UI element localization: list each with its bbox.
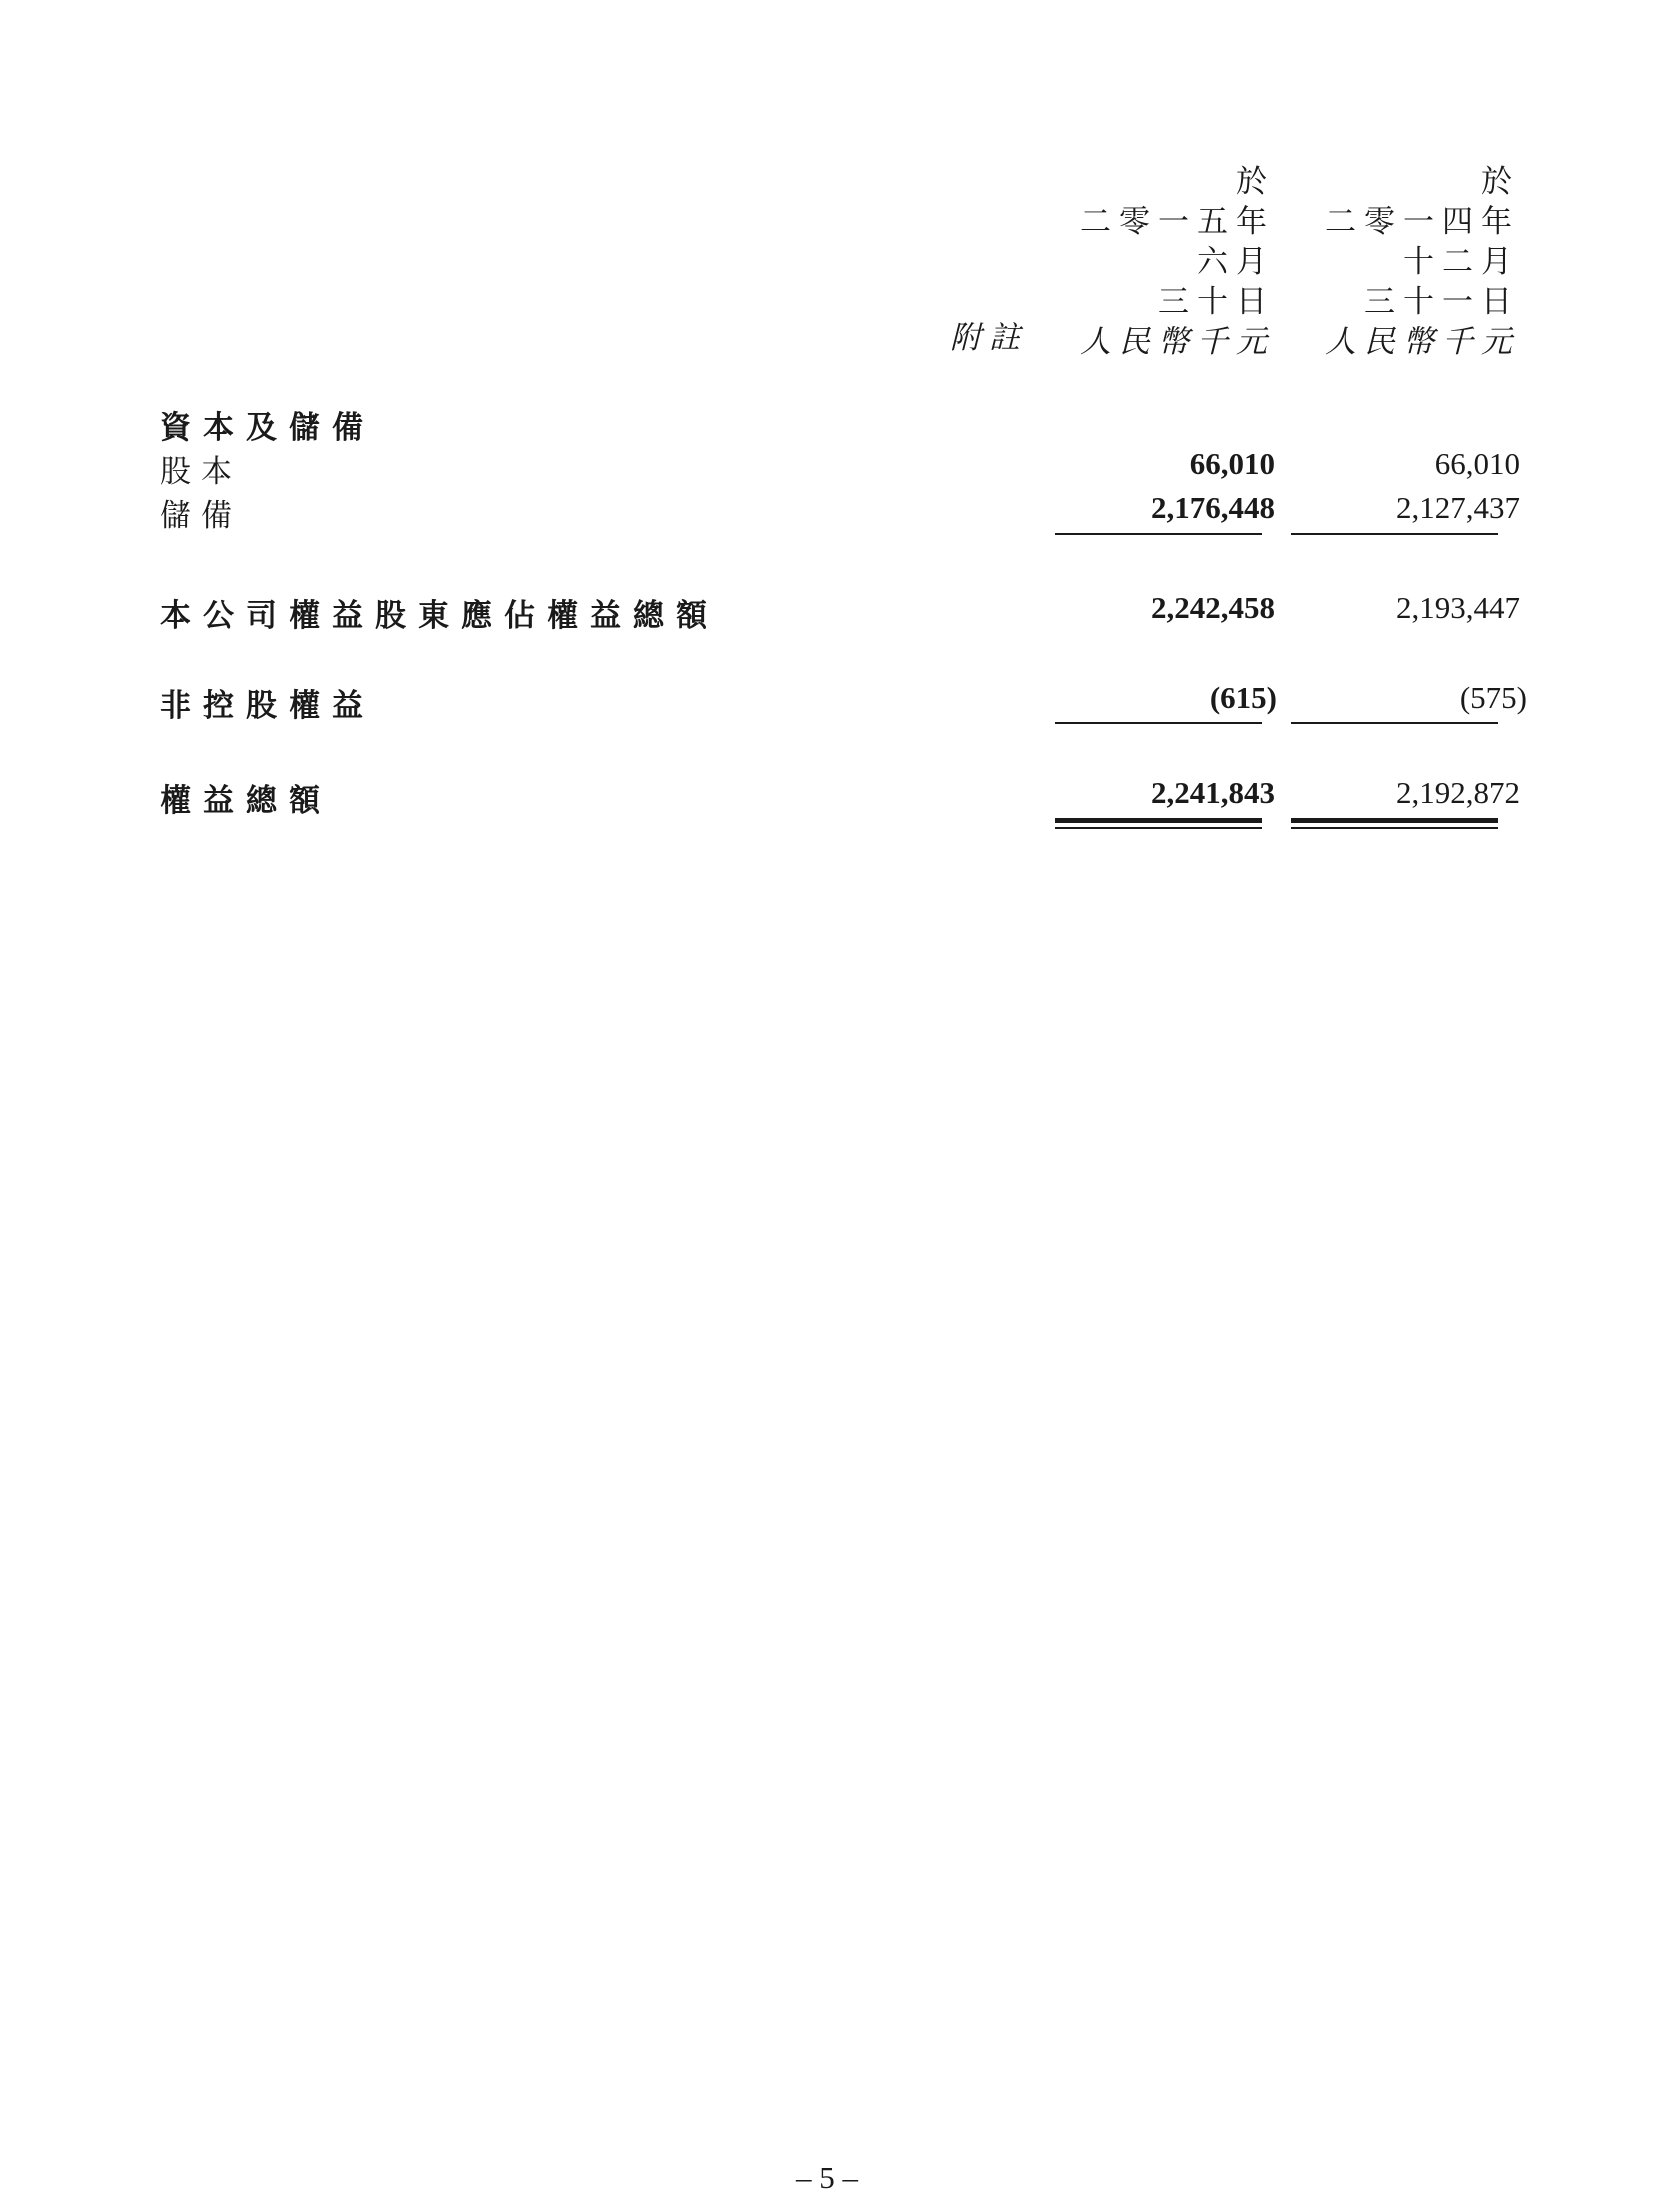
- share-capital-previous: 66,010: [1434, 446, 1520, 481]
- total-equity-previous: 2,192,872: [1396, 775, 1520, 810]
- reserves-current: 2,176,448: [1151, 490, 1275, 525]
- previous-header-line4: 三十一日: [1364, 284, 1520, 320]
- previous-header-line1: 於: [1481, 164, 1520, 200]
- share-capital-current: 66,010: [1189, 446, 1275, 481]
- current-header-line1: 於: [1236, 164, 1275, 200]
- row-label-non-controlling: 非控股權益: [160, 688, 375, 724]
- row-label-reserves: 儲備: [160, 498, 242, 534]
- equity-attributable-current: 2,242,458: [1151, 590, 1275, 625]
- current-header-line4: 三十日: [1158, 284, 1275, 320]
- current-header-unit: 人民幣千元: [1080, 324, 1275, 360]
- current-period-header: [1050, 162, 1275, 362]
- row-label-share-capital: 股本: [160, 454, 242, 490]
- section-heading: 資本及儲備: [160, 410, 375, 446]
- total-equity-current: 2,241,843: [1151, 775, 1275, 810]
- row-label-equity-attributable: 本公司權益股東應佔權益總額: [160, 598, 719, 634]
- reserves-previous: 2,127,437: [1396, 490, 1520, 525]
- previous-header-line3: 十二月: [1403, 244, 1520, 280]
- nci-rule-current: [1055, 722, 1262, 724]
- total-rule-current-top: [1055, 818, 1262, 823]
- row-label-total-equity: 權益總額: [160, 783, 332, 819]
- nci-rule-previous: [1291, 722, 1498, 724]
- total-rule-current-bottom: [1055, 827, 1262, 829]
- non-controlling-previous: (575): [1459, 680, 1527, 715]
- previous-header-unit: 人民幣千元: [1325, 324, 1520, 360]
- subtotal-rule-current: [1055, 533, 1262, 535]
- page-number: – 5 –: [796, 2160, 858, 2195]
- non-controlling-current: (615): [1209, 680, 1277, 715]
- note-column-header: 附註: [950, 320, 1028, 356]
- equity-attributable-previous: 2,193,447: [1396, 590, 1520, 625]
- current-header-line3: 六月: [1197, 244, 1275, 280]
- previous-header-line2: 二零一四年: [1325, 204, 1520, 240]
- subtotal-rule-previous: [1291, 533, 1498, 535]
- total-rule-previous-bottom: [1291, 827, 1498, 829]
- current-header-line2: 二零一五年: [1080, 204, 1275, 240]
- total-rule-previous-top: [1291, 818, 1498, 823]
- previous-period-header: [1285, 162, 1520, 362]
